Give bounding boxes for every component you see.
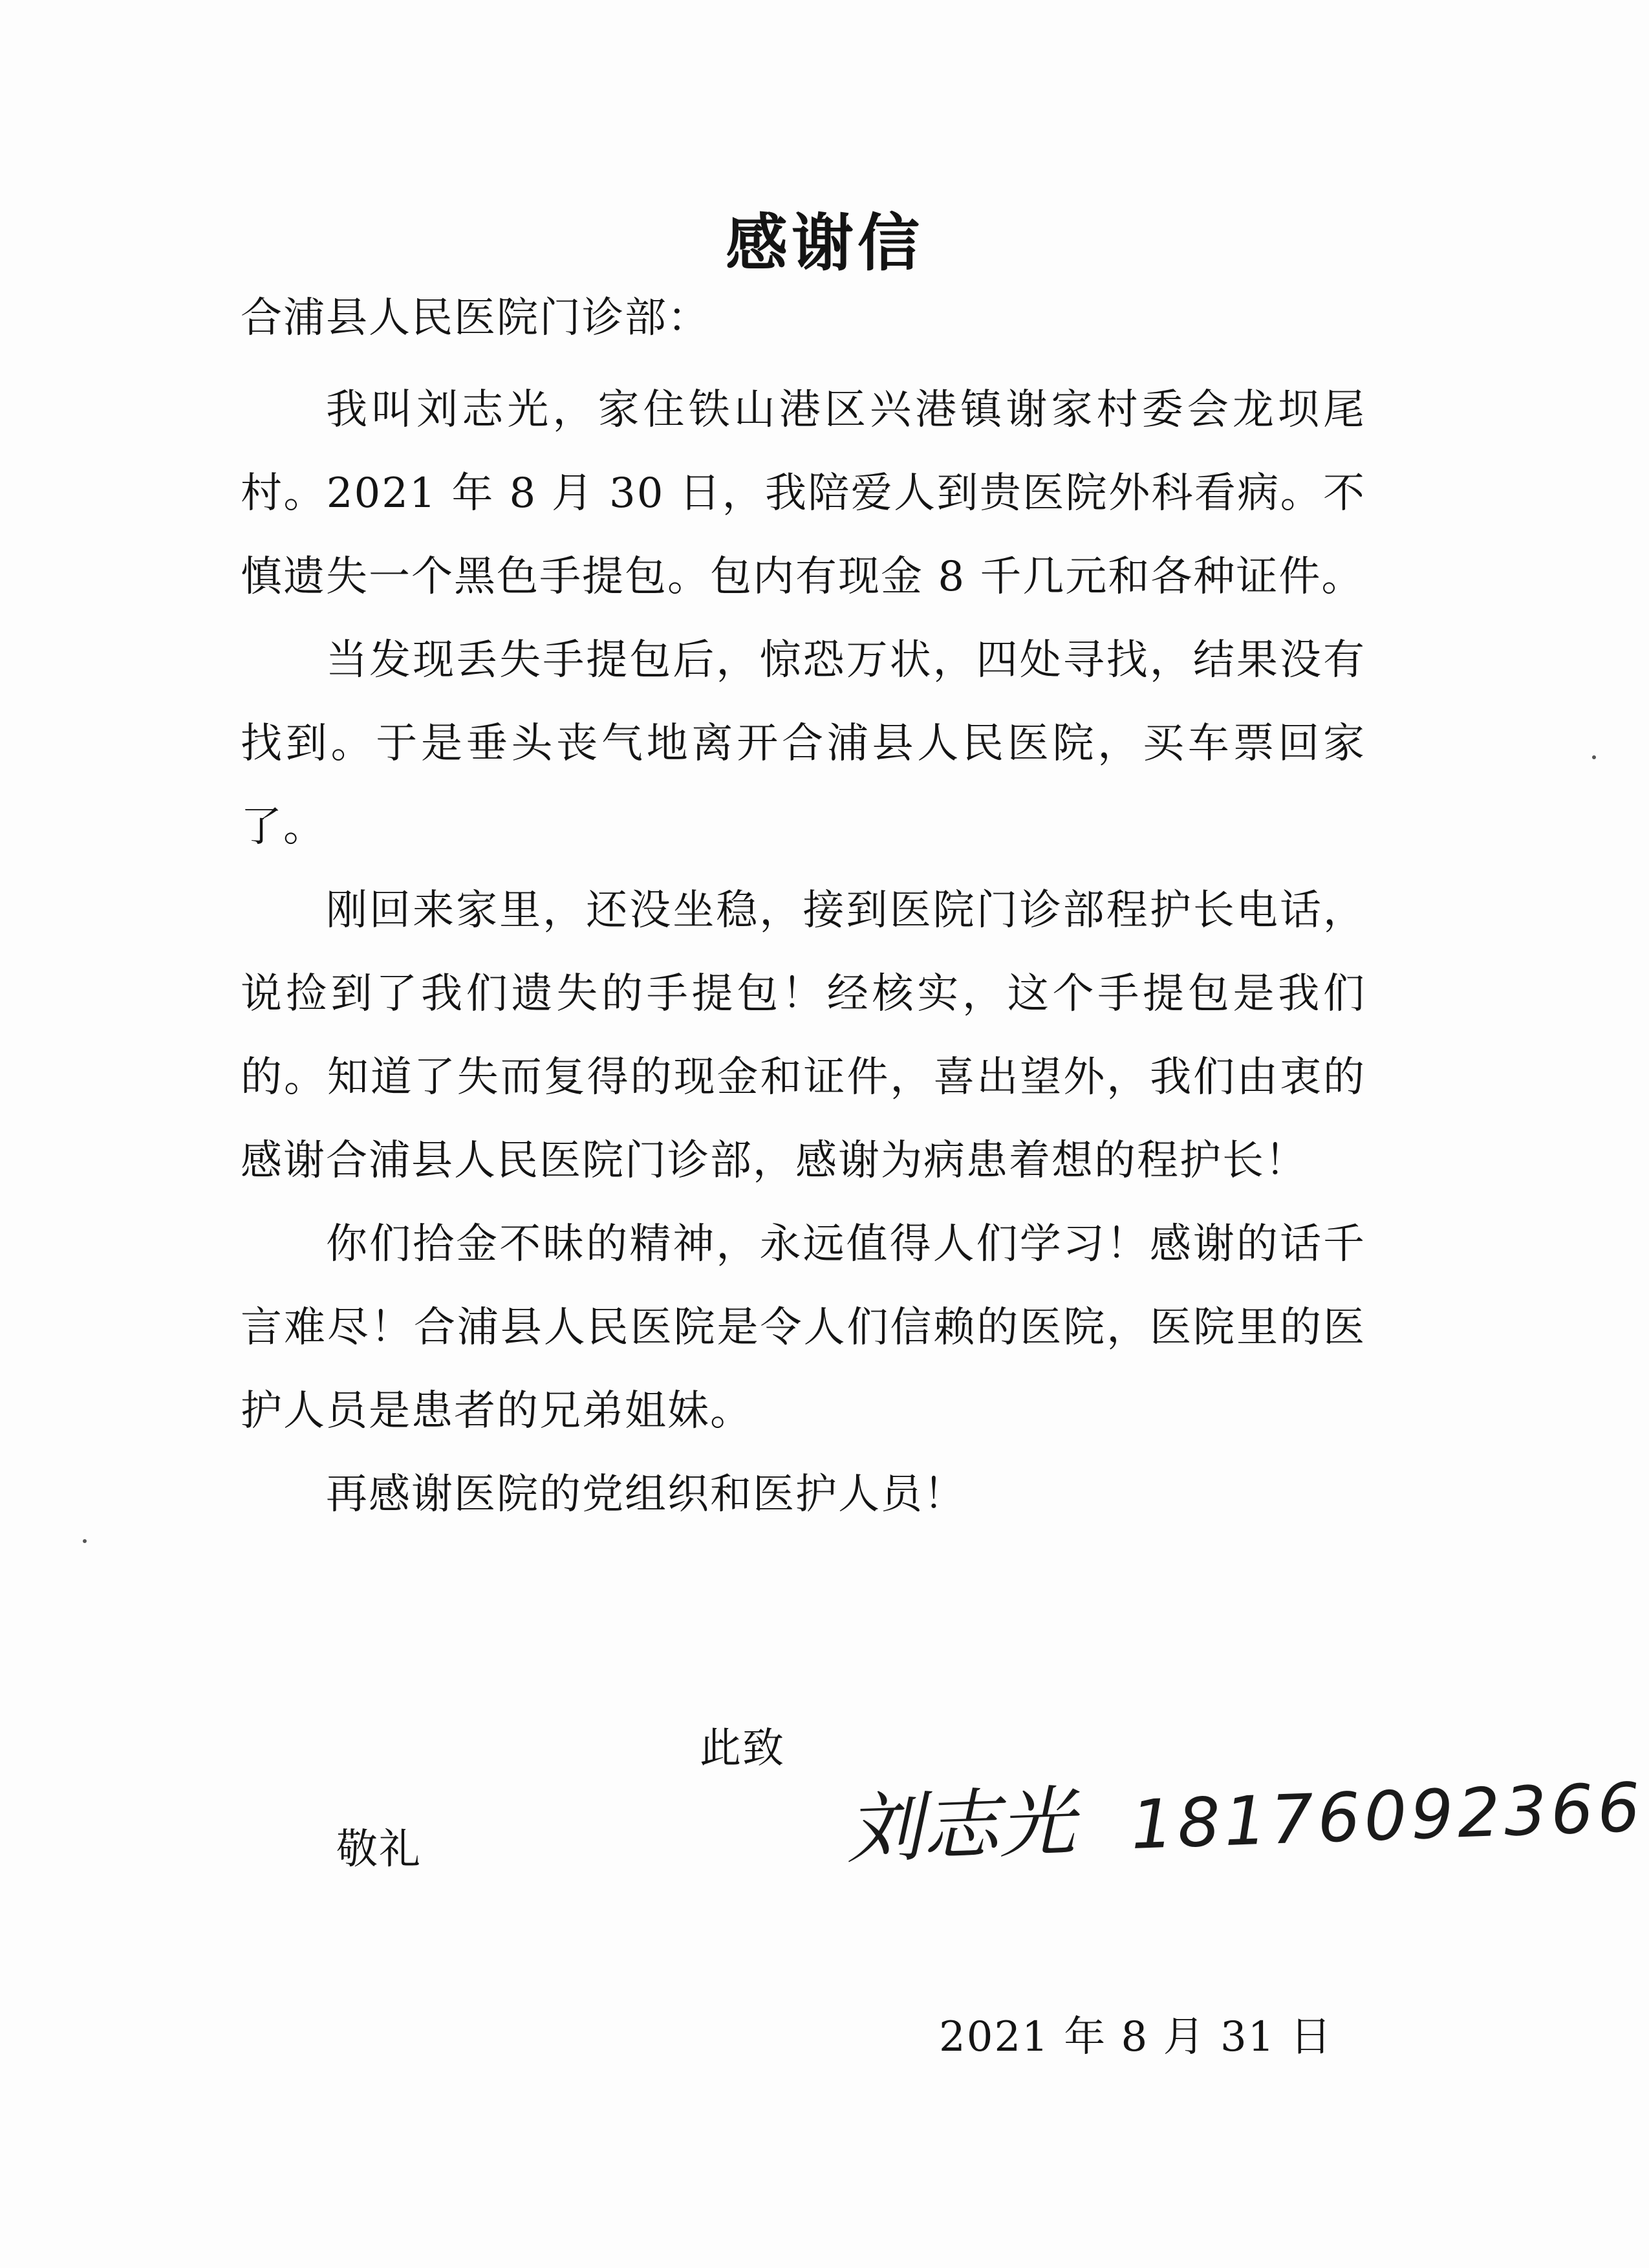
signature-name: 刘志光 bbox=[845, 1777, 1077, 1874]
salutation: 合浦县人民医院门诊部： bbox=[241, 294, 710, 342]
closing-jingli: 敬礼 bbox=[336, 1826, 422, 1874]
paragraph: 我叫刘志光，家住铁山港区兴港镇谢家村委会龙坝尾村。2021 年 8 月 30 日，我陪爱人到贵医院外科看病。不慎遗失一个黑色手提包。包内有现金 8 千几元和各种证件。 bbox=[241, 386, 1366, 601]
letter-date: 2021 年 8 月 31 日 bbox=[939, 2013, 1333, 2061]
paragraph: 你们拾金不昧的精神，永远值得人们学习！感谢的话千言难尽！合浦县人民医院是令人们信赖的医院，医院里的医护人员是患者的兄弟姐妹。 bbox=[241, 1220, 1366, 1435]
paragraph: 当发现丢失手提包后，惊恐万状，四处寻找，结果没有找到。于是垂头丧气地离开合浦县人民医院，买车票回家了。 bbox=[241, 636, 1366, 851]
scan-speck bbox=[1592, 755, 1596, 759]
paragraph: 刚回来家里，还没坐稳，接到医院门诊部程护长电话，说捡到了我们遗失的手提包！经核实，这个手提包是我们的。知道了失而复得的现金和证件，喜出望外，我们由衷的感谢合浦县人民医院门诊部，感谢为病患着想的程护长！ bbox=[241, 887, 1366, 1185]
paragraph: 再感谢医院的党组织和医护人员！ bbox=[326, 1471, 966, 1518]
handwritten-signature bbox=[841, 1767, 1646, 1888]
letter-title: 感谢信 bbox=[726, 206, 923, 279]
letter-body bbox=[241, 369, 1366, 1537]
scan-speck bbox=[83, 1539, 87, 1543]
signature-phone: 18176092366 bbox=[1129, 1767, 1646, 1864]
closing-cizhi: 此致 bbox=[700, 1725, 785, 1773]
